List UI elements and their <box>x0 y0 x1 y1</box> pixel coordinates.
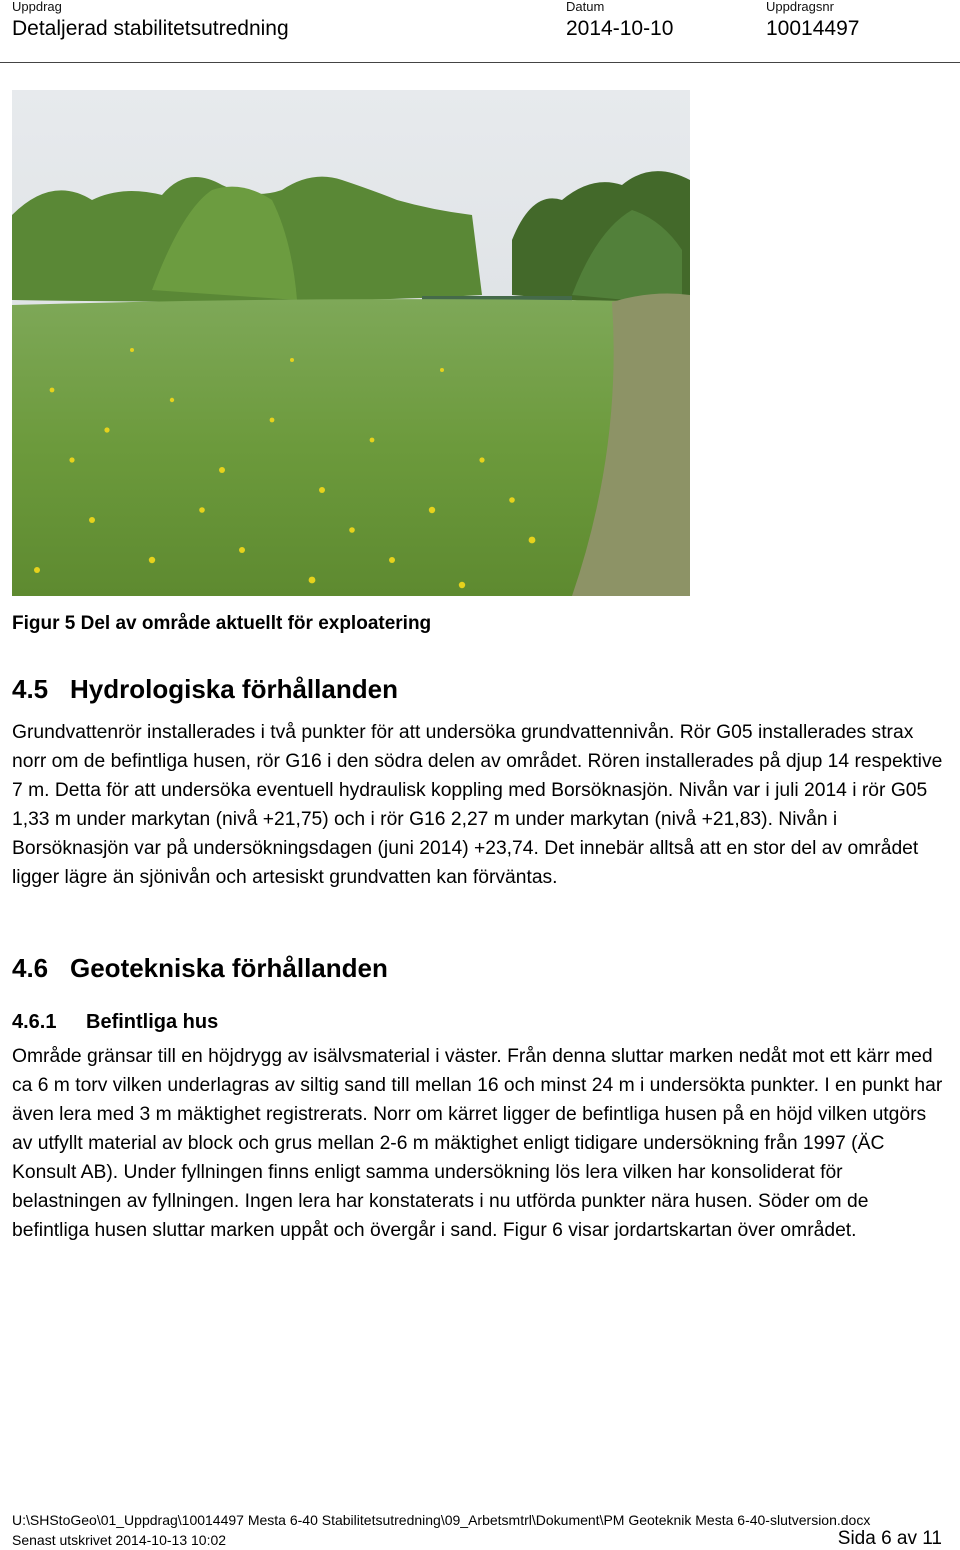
section-title: Hydrologiska förhållanden <box>70 674 398 704</box>
section-heading-hydrology <box>12 672 398 706</box>
footer-page-number: Sida 6 av 11 <box>837 1528 942 1549</box>
assignment-number-value: 10014497 <box>766 17 860 40</box>
subsection-number: 4.6.1 <box>12 1011 57 1033</box>
existing-houses-paragraph: Område gränsar till en höjdrygg av isälvsmaterial i väster. Från denna sluttar marken nedåt mot ett kärr med ca 6 m torv vilken underlagras av siltig sand till mellan 16 och minst 24 m i undersökta punkter. I en punkt har även lera med 3 m mäktighet registrerats. Norr om kärret ligger de befintliga husen på en höjd vilken utgörs av utfyllt material av block och grus mellan 2-6 m mäktighet enligt tidigare undersökning från 1997 (ÄC Konsult AB). Under fyllningen finns enligt samma undersökning lös lera vilken har konsoliderat för belastningen av fyllningen. Ingen lera har konstaterats i nu utförda punkter nära husen. Söder om de befintliga husen sluttar marken uppåt och övergår i sand. Figur 6 visar jordartskartan över området. <box>12 1046 943 1241</box>
header-divider <box>0 62 960 63</box>
hydrology-paragraph: Grundvattenrör installerades i två punkter för att undersöka grundvattennivån. Rör G05 installerades strax norr om de befintliga husen, rör G16 i den södra delen av området. Rören installerades på djup 14 respektive 7 m. Detta för att undersöka eventuell hydraulisk koppling med Borsöknasjön. Nivån var i juli 2014 i rör G05 1,33 m under markytan (nivå +21,75) och i rör G16 2,27 m under markytan (nivå +21,83). Nivån i Borsöknasjön var på undersökningsdagen (juni 2014) +23,74. Det innebär alltså att en stor del av området ligger lägre än sjönivån och artesiskt grundvatten kan förväntas. <box>12 722 943 888</box>
section-heading-geotechnical <box>12 951 388 985</box>
assignment-value: Detaljerad stabilitetsutredning <box>12 17 289 40</box>
date-label: Datum <box>566 0 605 14</box>
field-photo <box>12 90 690 596</box>
assignment-label: Uppdrag <box>12 0 62 14</box>
footer-printed-date: Senast utskrivet 2014-10-13 10:02 <box>12 1532 227 1548</box>
section-number: 4.6 <box>12 953 49 983</box>
section-number: 4.5 <box>12 674 49 704</box>
figure-caption: Figur 5 Del av område aktuellt för exploatering <box>12 613 432 634</box>
page-header <box>0 0 960 64</box>
section-title: Geotekniska förhållanden <box>70 953 388 983</box>
subsection-heading-existing-houses <box>12 1008 218 1036</box>
subsection-title: Befintliga hus <box>86 1011 219 1033</box>
footer-print-line <box>12 1528 942 1549</box>
date-value: 2014-10-10 <box>566 17 674 40</box>
assignment-number-label: Uppdragsnr <box>766 0 834 14</box>
footer-file-path: U:\SHStoGeo\01_Uppdrag\10014497 Mesta 6-40 Stabilitetsutredning\09_Arbetsmtrl\Dokument\PM Geoteknik Mesta 6-40-slutversion.docx <box>12 1512 871 1528</box>
